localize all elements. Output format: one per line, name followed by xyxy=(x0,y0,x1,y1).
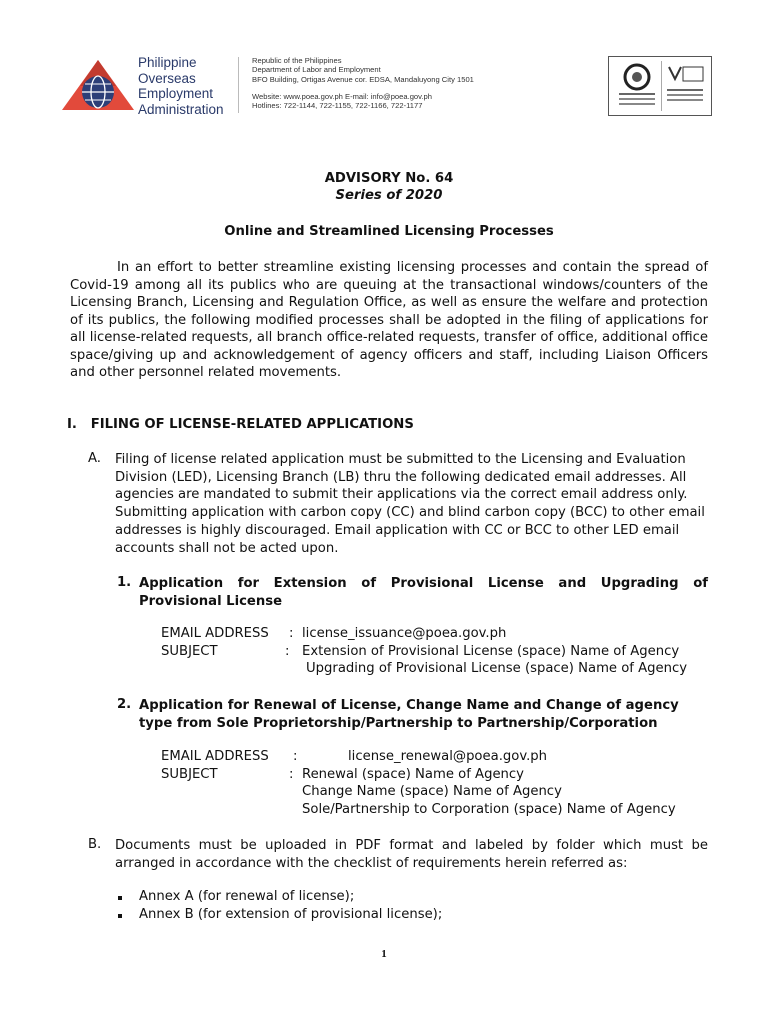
sub1-title: Application for Extension of Provisional License and Upgrading of Provisional License xyxy=(139,576,708,609)
item-a-letter: A. xyxy=(88,451,101,466)
sub2-subject-line-2: Change Name (space) Name of Agency xyxy=(302,784,562,799)
sub1-email-label: EMAIL ADDRESS xyxy=(161,626,269,641)
sub2-number: 2. xyxy=(117,697,132,712)
sub2-subject-line-3: Sole/Partnership to Corporation (space) Name of Agency xyxy=(302,802,676,817)
sub2-subject-colon: : xyxy=(289,767,294,782)
advisory-subject: Online and Streamlined Licensing Processes xyxy=(224,224,554,239)
bullet-2-icon xyxy=(118,914,122,918)
sub1-subject-label: SUBJECT xyxy=(161,644,218,659)
item-b-text: Documents must be uploaded in PDF format and labeled by folder which must be arranged in accordance with the checklist of requirements herein referred as: xyxy=(115,838,708,871)
intro-paragraph: In an effort to better streamline existing licensing processes and contain the spread of Covid-19 among all its publics who are queuing at the transactional windows/counters of the Licensing Branch, Licensing and Regulation Office, as well as ensure the welfare and protection of its publics, the following modified processes shall be adopted in the filing of applications for all license-related requests, all branch office-related requests, transfer of office, additional office space/giving up and acknowledgement of agency officers and staff, including Liaison Officers and other personnel related movements. xyxy=(70,260,708,380)
sub2-email-label: EMAIL ADDRESS xyxy=(161,749,269,764)
page-number: 1 xyxy=(381,948,387,960)
sub2-title: Application for Renewal of License, Change Name and Change of agency type from Sole Proprietorship/Partnership to Partnership/Corporation xyxy=(139,698,679,731)
item-a-text: Filing of license related application must be submitted to the Licensing and Evaluation Division (LED), Licensing Branch (LB) thru the following dedicated email addresses. All agencies are mandated to submit their applications via the correct email address only. Submitting application with carbon copy (CC) and blind carbon copy (BCC) to other email addresses is highly discouraged. Email application with CC or BCC to other LED email accounts shall not be acted upon. xyxy=(115,452,705,556)
advisory-series: Series of 2020 xyxy=(335,188,443,203)
bullet-item-2: Annex B (for extension of provisional license); xyxy=(139,907,443,922)
sub1-subject-line-2: Upgrading of Provisional License (space) Name of Agency xyxy=(306,661,688,676)
org-name: Philippine Overseas Employment Administration xyxy=(138,55,224,117)
bullet-item-1: Annex A (for renewal of license); xyxy=(139,889,355,904)
certification-badge-icon xyxy=(609,57,711,115)
certification-logos xyxy=(608,56,712,116)
address-block: Republic of the Philippines Department of Labor and Employment BFO Building, Ortigas Avenue cor. EDSA, Mandaluyong City 1501 xyxy=(252,56,474,84)
sub1-email-colon: : xyxy=(289,626,294,641)
contact-block: Website: www.poea.gov.ph E-mail: info@poea.gov.ph Hotlines: 722-1144, 722-1155, 722-1166, 722-1177 xyxy=(252,92,432,111)
sub2-subject-line-1: Renewal (space) Name of Agency xyxy=(302,767,524,782)
bullet-1-icon xyxy=(118,896,122,900)
sub2-email-colon: : xyxy=(293,749,298,764)
sub1-subject-line-1: Extension of Provisional License (space) Name of Agency xyxy=(302,644,680,659)
header-divider xyxy=(238,57,239,113)
poea-logo-icon xyxy=(60,58,136,112)
sub2-subject-label: SUBJECT xyxy=(161,767,218,782)
section-heading: I. FILING OF LICENSE-RELATED APPLICATIONS xyxy=(67,417,414,432)
poea-logo xyxy=(60,58,136,112)
item-b-letter: B. xyxy=(88,837,102,852)
sub1-number: 1. xyxy=(117,575,132,590)
sub2-email-value: license_renewal@poea.gov.ph xyxy=(348,749,548,764)
sub1-subject-colon: : xyxy=(285,644,290,659)
sub1-email-value: license_issuance@poea.gov.ph xyxy=(302,626,507,641)
advisory-number: ADVISORY No. 64 xyxy=(324,171,454,186)
